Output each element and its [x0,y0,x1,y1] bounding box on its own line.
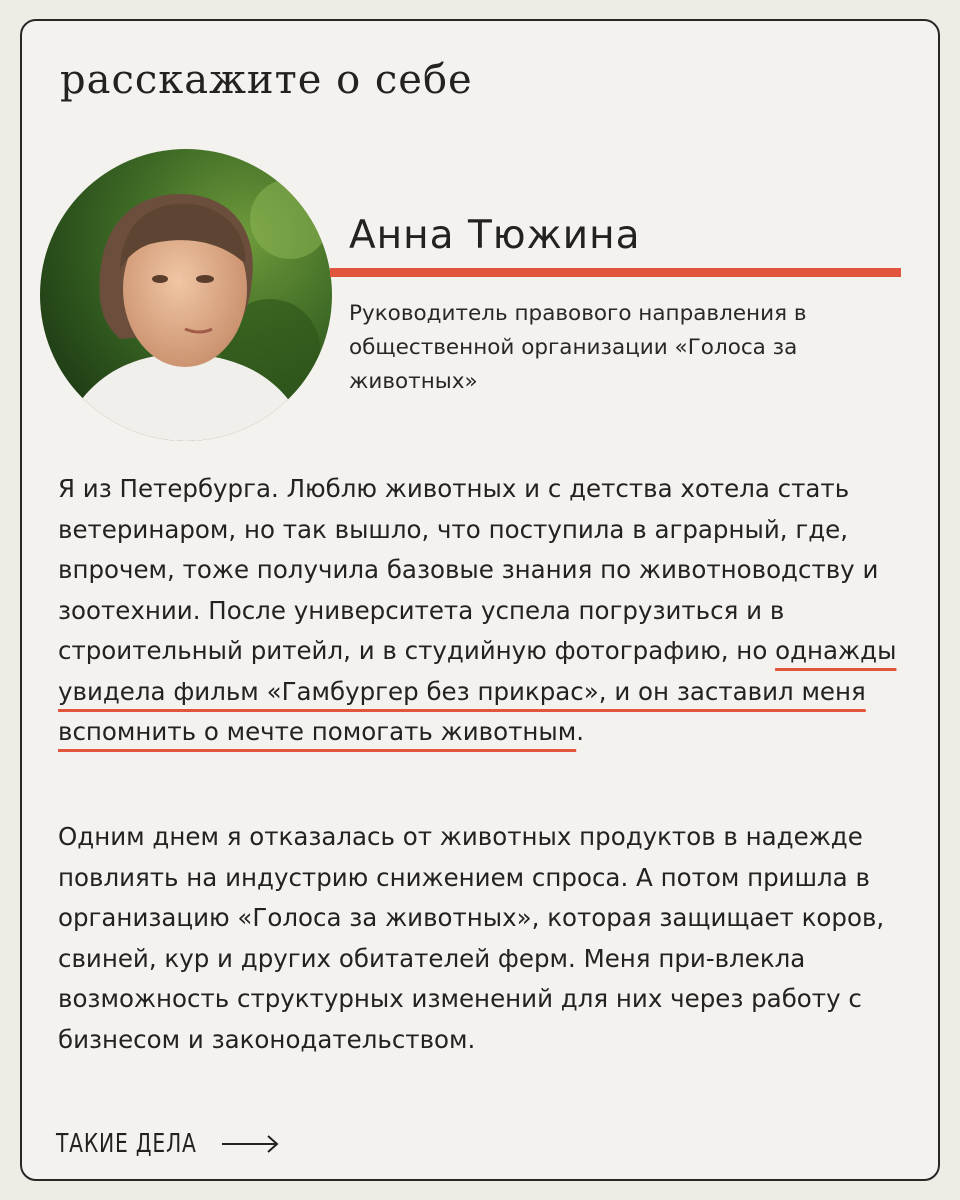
bio-paragraph-2: Одним днем я отказалась от животных продуктов в надежде повлиять на индустрию снижением спроса. А потом пришла в организацию «Голоса за животных», которая защищает коров, свиней, кур и других обитателей ферм. Меня при-влекла возможность структурных изменений для них через работу с бизнесом и законодательством. [58,822,885,1054]
arrow-right-icon [220,1132,280,1156]
bio-paragraph-1 [58,469,908,753]
card [20,19,940,1181]
section-title: расскажите о себе [60,57,473,103]
bio-text: Я из Петербурга. Люблю животных и с детства хотела стать ветеринаром, но так вышло, что поступила в аграрный, где, впрочем, тоже получила базовые знания по животноводству и зоотехнии. После университета успела погрузиться и в строительный ритейл, и в студийную фотографию, но [58,474,879,665]
bio-text-end: . [576,717,584,746]
avatar-photo [40,149,332,441]
portrait-icon [40,149,332,441]
brand-logo [56,1129,280,1159]
name-underline [330,268,901,277]
person-name: Анна Тюжина [349,213,641,258]
brand-name: ТАКИЕ ДЕЛА [56,1129,197,1159]
bio-highlight: однажды увидела фильм «Гамбургер без прикрас», и он заставил меня вспомнить о мечте помогать животным [58,636,897,746]
person-role: Руководитель правового направления в общественной организации «Голоса за животных» [349,301,807,394]
